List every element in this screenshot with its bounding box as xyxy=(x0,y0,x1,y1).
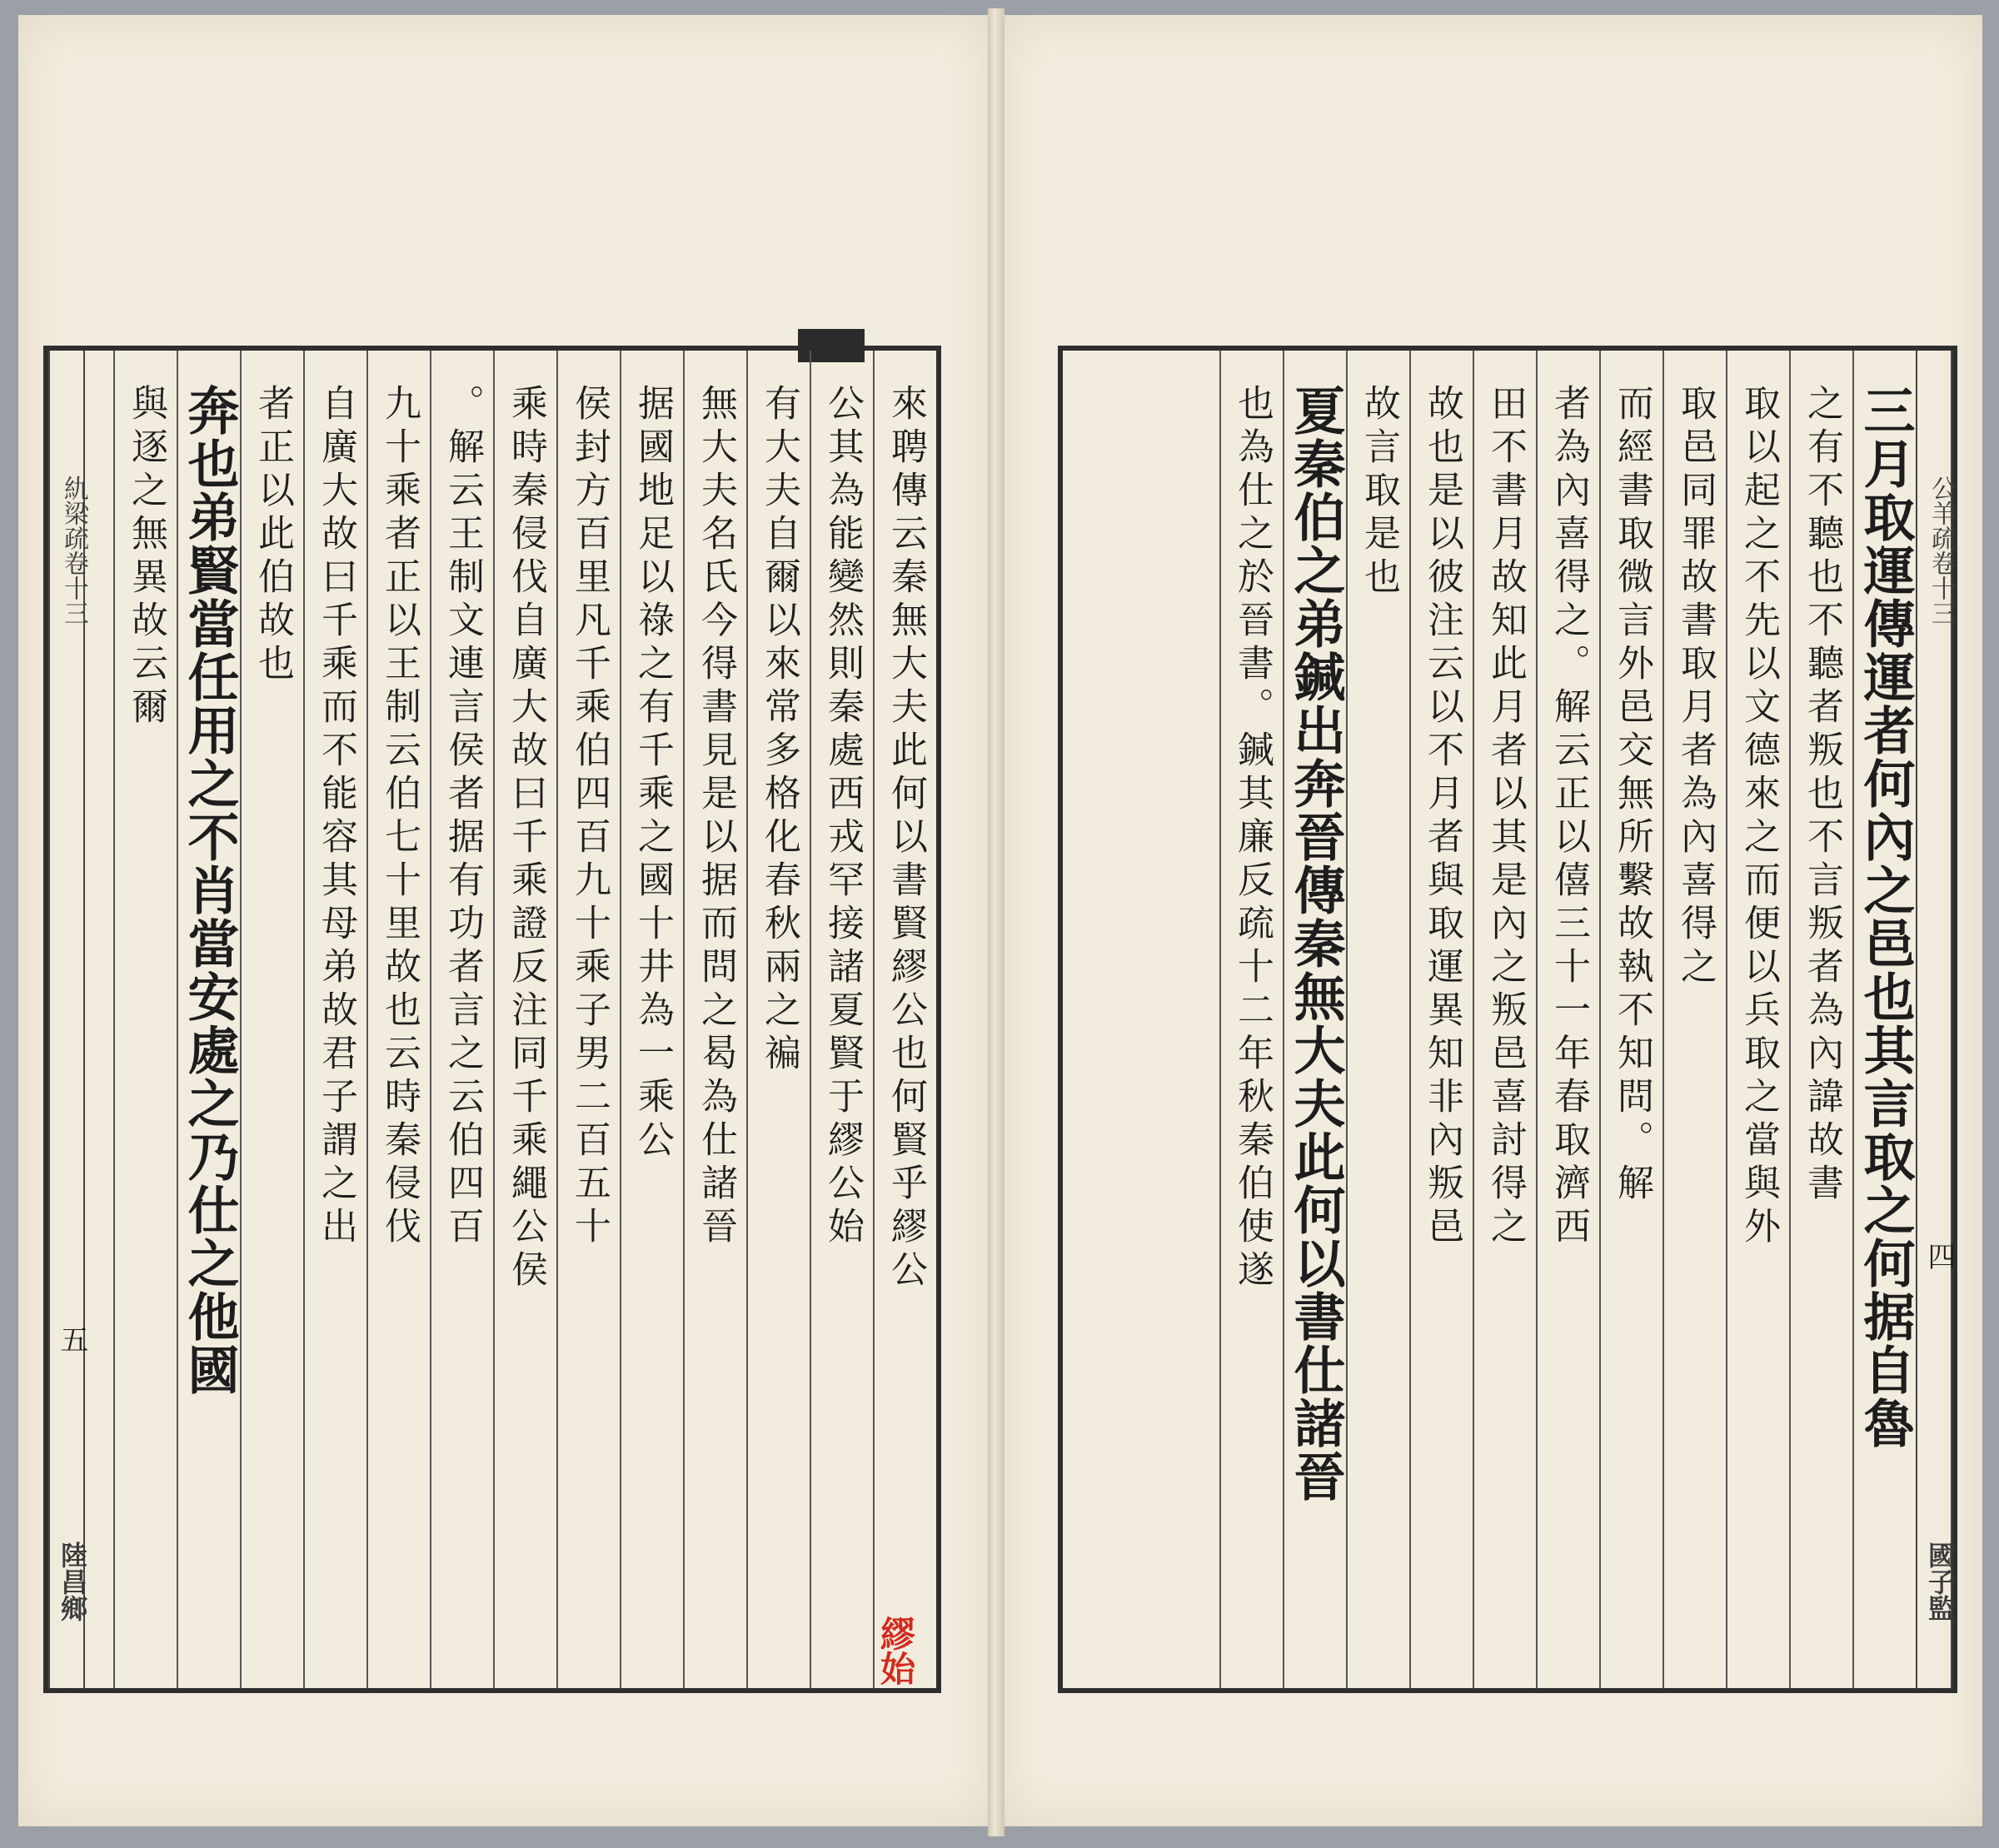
book-spine xyxy=(988,8,1004,1836)
text-column: 有大夫自爾以來常多格化春秋兩之褊 xyxy=(746,351,810,1688)
red-seal: 繆始 xyxy=(875,1616,916,1686)
text-column: 無大夫名氏今得書見是以据而問之曷為仕諸晉 xyxy=(683,351,746,1688)
text-column: 自廣大故曰千乘而不能容其母弟故君子謂之出 xyxy=(303,351,366,1688)
text-column: 田不書月故知此月者以其是內之叛邑喜討得之 xyxy=(1473,351,1536,1688)
text-column: 者正以此伯故也 xyxy=(240,351,303,1688)
running-head: 䊵梁疏卷十三 xyxy=(59,476,88,625)
text-column: 乘時秦侵伐自廣大故曰千乘證反注同千乘繩公侯 xyxy=(493,351,556,1688)
text-column: 與逐之無異故云爾 xyxy=(113,351,177,1688)
left-text-frame xyxy=(43,346,941,1693)
text-column: 夏秦伯之弟鍼出奔晉傳秦無大夫此何以書仕諸晉 xyxy=(1283,351,1346,1688)
page-number: 五 xyxy=(55,1325,88,1353)
footer-text: 國子監 xyxy=(1924,1542,1956,1621)
text-column: 。解云王制文連言侯者据有功者言之云伯四百 xyxy=(430,351,493,1688)
text-column: 据國地足以祿之有千乘之國十井為一乘公 xyxy=(620,351,683,1688)
running-head: 公羊疏卷十三 xyxy=(1927,476,1956,625)
text-column: 取以起之不先以文德來之而便以兵取之當與外 xyxy=(1726,351,1789,1688)
text-column: 之有不聽也不聽者叛也不言叛者為內諱故書 xyxy=(1789,351,1852,1688)
text-column: 侯封方百里凡千乘伯四百九十乘子男二百五十 xyxy=(556,351,620,1688)
text-column: 取邑同罪故書取月者為內喜得之 xyxy=(1663,351,1726,1688)
text-column: 故言取是也 xyxy=(1346,351,1409,1688)
text-column: 奔也弟賢當任用之不肖當安處之乃仕之他國 xyxy=(177,351,240,1688)
text-column: 公其為能變然則秦處西戎罕接諸夏賢于繆公始 xyxy=(810,351,873,1688)
center-column xyxy=(48,351,88,1688)
footer-text: 陸昌鄉 xyxy=(57,1542,88,1621)
text-column: 九十乘者正以王制云伯七十里故也云時秦侵伐 xyxy=(366,351,430,1688)
text-column: 故也是以彼注云以不月者與取運異知非內叛邑 xyxy=(1409,351,1473,1688)
text-column: 來聘傳云秦無大夫此何以書賢繆公也何賢乎繆公 xyxy=(873,351,936,1688)
right-text-frame xyxy=(1058,346,1957,1693)
text-column: 也為仕之於晉書。鍼其廉反疏十二年秋秦伯使遂 xyxy=(1219,351,1283,1688)
page-number: 四 xyxy=(1922,1242,1956,1270)
text-column: 者為內喜得之。解云正以僖三十一年春取濟西 xyxy=(1536,351,1599,1688)
text-column: 三月取運傳運者何內之邑也其言取之何据自魯 xyxy=(1852,351,1916,1688)
text-column: 而經書取微言外邑交無所繫故執不知問。解 xyxy=(1599,351,1663,1688)
center-column xyxy=(1916,351,1956,1688)
